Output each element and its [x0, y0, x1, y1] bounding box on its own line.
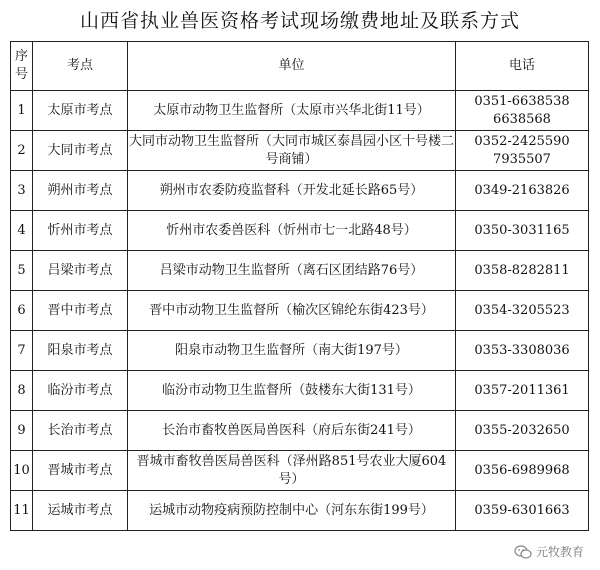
table-row: [11, 331, 589, 371]
header-no: 序号: [11, 42, 33, 91]
row-phone: 0354-3205523: [456, 291, 589, 331]
row-no: 2: [11, 131, 33, 171]
row-site: 临汾市考点: [33, 371, 128, 411]
row-site: 晋城市考点: [33, 451, 128, 491]
row-site: 大同市考点: [33, 131, 128, 171]
watermark: [514, 543, 584, 560]
wechat-icon: [514, 545, 532, 559]
row-no: 6: [11, 291, 33, 331]
row-no: 9: [11, 411, 33, 451]
row-unit: 大同市动物卫生监督所（大同市城区泰昌园小区十号楼二号商铺）: [128, 131, 456, 171]
row-unit: 晋城市畜牧兽医局兽医科（泽州路851号农业大厦604号）: [128, 451, 456, 491]
row-site: 晋中市考点: [33, 291, 128, 331]
row-phone: 0349-2163826: [456, 171, 589, 211]
row-no: 5: [11, 251, 33, 291]
row-unit: 阳泉市动物卫生监督所（南大街197号）: [128, 331, 456, 371]
header-phone: 电话: [456, 42, 589, 91]
row-site: 朔州市考点: [33, 171, 128, 211]
row-unit: 朔州市农委防疫监督科（开发北延长路65号）: [128, 171, 456, 211]
row-phone: 0359-6301663: [456, 491, 589, 531]
row-unit: 晋中市动物卫生监督所（榆次区锦纶东街423号）: [128, 291, 456, 331]
page-title: 山西省执业兽医资格考试现场缴费地址及联系方式: [79, 10, 520, 32]
row-site: 阳泉市考点: [33, 331, 128, 371]
table-row: [11, 451, 589, 491]
row-unit: 临汾市动物卫生监督所（鼓楼东大街131号）: [128, 371, 456, 411]
row-unit: 太原市动物卫生监督所（太原市兴华北街11号）: [128, 91, 456, 131]
row-unit: 忻州市农委兽医科（忻州市七一北路48号）: [128, 211, 456, 251]
table-row: [11, 211, 589, 251]
row-phone: 0356-6989968: [456, 451, 589, 491]
row-unit: 长治市畜牧兽医局兽医科（府后东街241号）: [128, 411, 456, 451]
row-unit: 吕梁市动物卫生监督所（离石区团结路76号）: [128, 251, 456, 291]
row-site: 太原市考点: [33, 91, 128, 131]
row-phone: 0357-2011361: [456, 371, 589, 411]
table-row: [11, 91, 589, 131]
row-no: 11: [11, 491, 33, 531]
table-row: [11, 371, 589, 411]
table-row: [11, 131, 589, 171]
contact-table: [10, 41, 589, 531]
table-header-row: [11, 42, 589, 91]
table-row: [11, 251, 589, 291]
row-site: 吕梁市考点: [33, 251, 128, 291]
row-no: 4: [11, 211, 33, 251]
row-site: 长治市考点: [33, 411, 128, 451]
row-site: 运城市考点: [33, 491, 128, 531]
row-phone: 0355-2032650: [456, 411, 589, 451]
table-row: [11, 291, 589, 331]
header-site: 考点: [33, 42, 128, 91]
row-phone: 0358-8282811: [456, 251, 589, 291]
watermark-text: 元牧教育: [535, 545, 584, 559]
row-no: 3: [11, 171, 33, 211]
table-row: [11, 411, 589, 451]
row-no: 1: [11, 91, 33, 131]
header-unit: 单位: [128, 42, 456, 91]
row-no: 10: [11, 451, 33, 491]
table-row: [11, 491, 589, 531]
row-phone: 0353-3308036: [456, 331, 589, 371]
row-no: 8: [11, 371, 33, 411]
row-phone: 0352-2425590 7935507: [456, 131, 589, 171]
row-unit: 运城市动物疫病预防控制中心（河东东街199号）: [128, 491, 456, 531]
row-phone: 0351-6638538 6638568: [456, 91, 589, 131]
row-phone: 0350-3031165: [456, 211, 589, 251]
row-site: 忻州市考点: [33, 211, 128, 251]
table-row: [11, 171, 589, 211]
row-no: 7: [11, 331, 33, 371]
